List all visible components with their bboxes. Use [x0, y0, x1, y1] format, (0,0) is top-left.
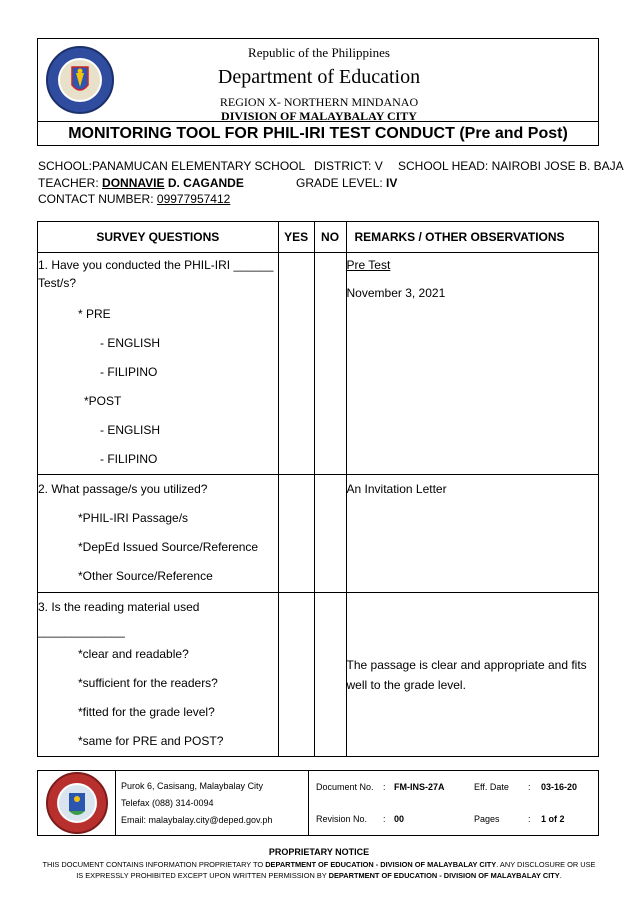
teacher-first-name: DONNAVIE: [102, 176, 165, 190]
school-label: SCHOOL:: [38, 159, 93, 173]
pages-label: Pages: [474, 814, 500, 824]
q1-pre: * PRE: [78, 307, 111, 321]
q3-remark: The passage is clear and appropriate and fits well to the grade level.: [346, 657, 587, 692]
q1-remark-date: November 3, 2021: [346, 286, 446, 300]
col-header-questions: SURVEY QUESTIONS: [38, 222, 279, 253]
proprietary-notice-line2: [0, 871, 638, 880]
notice-c: . ANY DISCLOSURE OR USE: [496, 860, 596, 869]
q3-option-4: *same for PRE and POST?: [78, 734, 224, 748]
teacher-label: TEACHER:: [38, 176, 99, 190]
district-info: [314, 159, 383, 173]
division-seal-graphic: [44, 771, 110, 835]
grade-info: [296, 176, 397, 190]
contact-label: CONTACT NUMBER:: [38, 192, 154, 206]
grade-label: GRADE LEVEL:: [296, 176, 383, 190]
q3-blank: _____________: [38, 624, 125, 638]
q3-text: 3. Is the reading material used: [38, 600, 200, 614]
document-footer: [37, 770, 599, 836]
teacher-info: [38, 176, 244, 190]
revision-label: Revision No.: [316, 814, 368, 824]
docno-value: FM-INS-27A: [394, 782, 445, 792]
notice-f: .: [559, 871, 562, 880]
effdate-value: 03-16-20: [541, 782, 578, 792]
q1-text-cont: Test/s?: [38, 276, 77, 290]
col-header-remarks: REMARKS / OTHER OBSERVATIONS: [346, 222, 598, 253]
q2-remarks: [346, 475, 598, 593]
region-line: REGION X- NORTHERN MINDANAO: [219, 95, 419, 109]
contact-info: [38, 192, 230, 206]
question-1: [38, 253, 279, 475]
teacher-last-name: D. CAGANDE: [164, 176, 244, 190]
table-header-row: [38, 222, 599, 253]
school-info: [38, 159, 305, 173]
school-head-value: NAIROBI JOSE B. BAJA: [491, 159, 624, 173]
footer-telefax: Telefax (088) 314-0094: [121, 798, 214, 808]
grade-value: IV: [386, 176, 398, 190]
q1-yes-cell[interactable]: [278, 253, 314, 475]
school-head-label: SCHOOL HEAD:: [398, 159, 489, 173]
q1-no-cell[interactable]: [314, 253, 346, 475]
effdate-label: Eff. Date: [474, 782, 509, 792]
q2-option-2: *DepEd Issued Source/Reference: [78, 540, 259, 554]
form-title: MONITORING TOOL FOR PHIL-IRI TEST CONDUCT (Pre and Post): [37, 121, 599, 146]
q2-yes-cell[interactable]: [278, 475, 314, 593]
q1-post-filipino: - FILIPINO: [100, 452, 158, 466]
pages-colon: :: [528, 814, 531, 824]
division-seal: [44, 771, 110, 835]
q1-post: *POST: [84, 394, 122, 408]
q3-option-3: *fitted for the grade level?: [78, 705, 215, 719]
q3-yes-cell[interactable]: [278, 593, 314, 757]
contact-value: 09977957412: [156, 192, 231, 206]
docno-label: Document No.: [316, 782, 374, 792]
q3-option-2: *sufficient for the readers?: [78, 676, 218, 690]
school-head-info: [398, 159, 624, 173]
q2-option-1: *PHIL-IRI Passage/s: [78, 511, 189, 525]
q2-text: 2. What passage/s you utilized?: [38, 482, 208, 496]
table-row-q1: [38, 253, 599, 475]
notice-e: DEPARTMENT OF EDUCATION - DIVISION OF MALAYBALAY CITY: [328, 871, 560, 880]
division-line: DIVISION OF MALAYBALAY CITY: [221, 109, 417, 123]
department-name: Department of Education: [217, 66, 421, 88]
q3-remarks: [346, 593, 598, 757]
q2-no-cell[interactable]: [314, 475, 346, 593]
q1-pre-english: - ENGLISH: [100, 336, 161, 350]
district-value: V: [374, 159, 383, 173]
survey-table: [37, 221, 599, 757]
q2-option-3: *Other Source/Reference: [78, 569, 213, 583]
school-value: PANAMUCAN ELEMENTARY SCHOOL: [92, 159, 306, 173]
footer-email: Email: malaybalay.city@deped.gov.ph: [121, 815, 273, 825]
q2-remark: An Invitation Letter: [346, 482, 447, 496]
proprietary-notice-line1: [0, 860, 638, 869]
footer-address: Purok 6, Casisang, Malaybalay City: [121, 781, 264, 791]
q1-pre-filipino: - FILIPINO: [100, 365, 158, 379]
table-row-q3: [38, 593, 599, 757]
col-header-yes: YES: [278, 222, 314, 253]
pages-value: 1 of 2: [541, 814, 565, 824]
question-3: [38, 593, 279, 757]
q1-post-english: - ENGLISH: [100, 423, 161, 437]
q1-remarks: [346, 253, 598, 475]
q1-text: 1. Have you conducted the PHIL-IRI ______: [38, 258, 274, 272]
revision-colon: :: [383, 814, 386, 824]
notice-b: DEPARTMENT OF EDUCATION - DIVISION OF MALAYBALAY CITY: [265, 860, 497, 869]
effdate-colon: :: [528, 782, 531, 792]
q1-remark-type: Pre Test: [346, 258, 391, 272]
docno-colon: :: [383, 782, 386, 792]
proprietary-notice-title: PROPRIETARY NOTICE: [268, 847, 370, 857]
question-2: [38, 475, 279, 593]
notice-d: IS EXPRESSLY PROHIBITED EXCEPT UPON WRITTEN PERMISSION BY: [76, 871, 329, 880]
table-row-q2: [38, 475, 599, 593]
republic-line: Republic of the Philippines: [248, 45, 390, 60]
district-label: DISTRICT:: [314, 159, 372, 173]
col-header-no: NO: [314, 222, 346, 253]
notice-a: THIS DOCUMENT CONTAINS INFORMATION PROPRIETARY TO: [42, 860, 266, 869]
q3-option-1: *clear and readable?: [78, 647, 189, 661]
q3-no-cell[interactable]: [314, 593, 346, 757]
revision-value: 00: [394, 814, 405, 824]
